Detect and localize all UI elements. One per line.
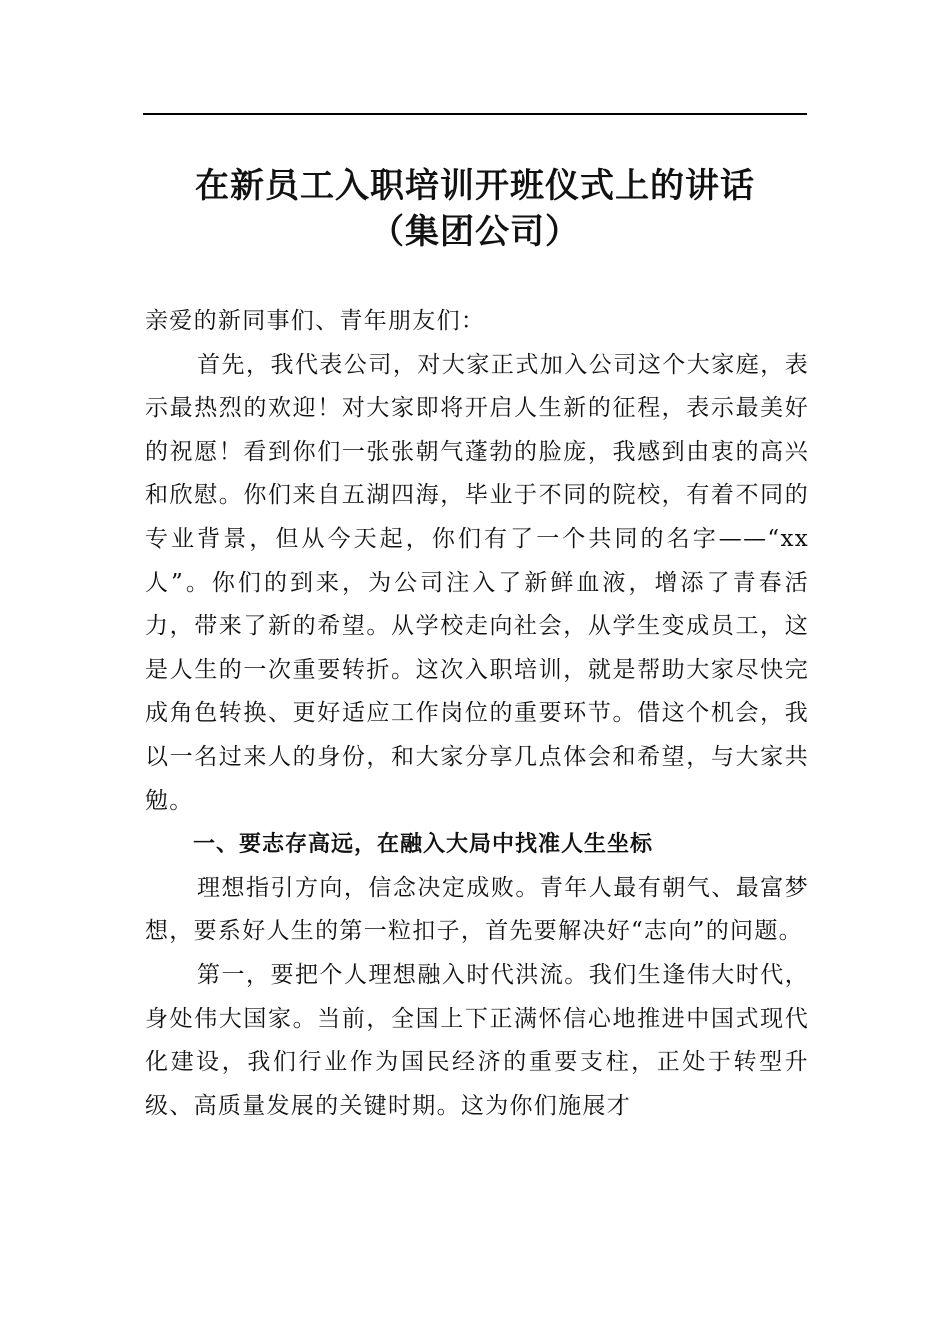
document-title: 在新员工入职培训开班仪式上的讲话 <box>195 166 755 206</box>
header-rule <box>143 113 807 115</box>
salutation: 亲爱的新同事们、青年朋友们： <box>145 308 486 334</box>
paragraph-ideals: 理想指引方向，信念决定成败。青年人最有朝气、最富梦想，要系好人生的第一粒扣子，首先要解决好“志向”的问题。 <box>145 874 809 945</box>
document-body <box>145 300 809 1128</box>
paragraph-welcome: 首先，我代表公司，对大家正式加入公司这个大家庭，表示最热烈的欢迎！对大家即将开启人生新的征程，表示最美好的祝愿！看到你们一张张朝气蓬勃的脸庞，我感到由衷的高兴和欣慰。你们来自五湖四海，毕业于不同的院校，有着不同的专业背景，但从今天起，你们有了一个共同的名字——“xx人”。你们的到来，为公司注入了新鲜血液，增添了青春活力，带来了新的希望。从学校走向社会，从学生变成员工，这是人生的一次重要转折。这次入职培训，就是帮助大家尽快完成角色转换、更好适应工作岗位的重要环节。借这个机会，我以一名过来人的身份，和大家分享几点体会和希望，与大家共勉。 <box>145 351 809 814</box>
document-subtitle: （集团公司） <box>370 212 580 252</box>
paragraph-first-point: 第一，要把个人理想融入时代洪流。我们生逢伟大时代，身处伟大国家。当前，全国上下正满怀信心地推进中国式现代化建设，我们行业作为国民经济的重要支柱，正处于转型升级、高质量发展的关键时期。这为你们施展才 <box>145 961 809 1119</box>
section-heading-1: 一、要志存高远，在融入大局中找准人生坐标 <box>193 832 654 858</box>
